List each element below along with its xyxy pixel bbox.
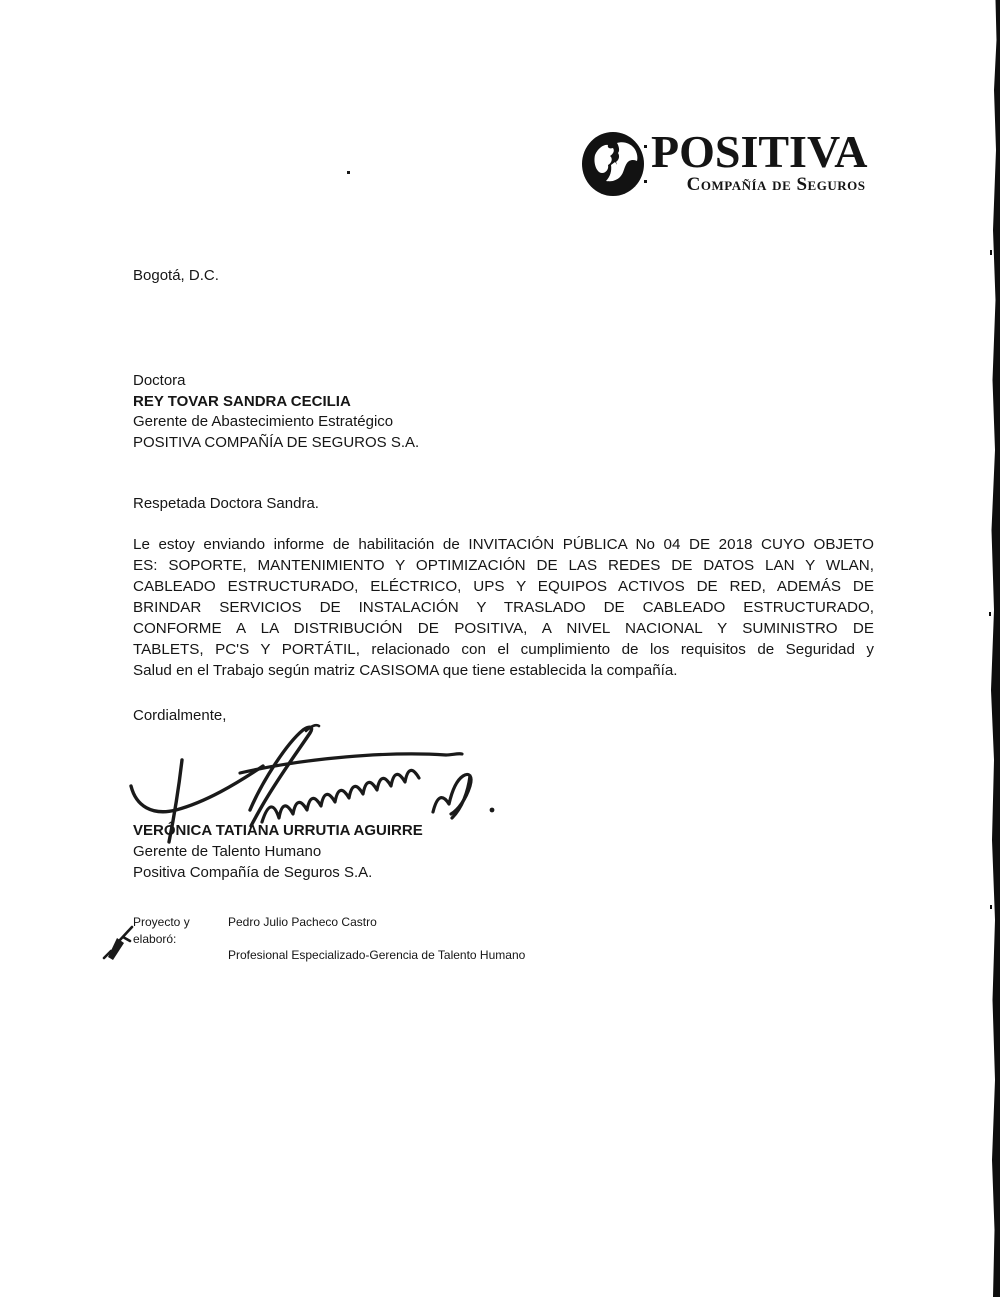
signer-block bbox=[133, 821, 423, 884]
pen-doodle bbox=[104, 927, 132, 960]
prepared-by-role: Profesional Especializado-Gerencia de Talento Humano bbox=[228, 948, 526, 962]
city-date-line: Bogotá, D.C. bbox=[133, 267, 219, 284]
scan-edge-strip bbox=[991, 0, 1000, 1297]
prepared-by-name: Pedro Julio Pacheco Castro bbox=[228, 915, 377, 929]
body-line: BRINDAR SERVICIOS DE INSTALACIÓN Y TRASLADO DE CABLEADO ESTRUCTURADO, bbox=[133, 599, 874, 616]
brand-tagline: Compañía de Seguros bbox=[686, 174, 866, 195]
body-line: ES: SOPORTE, MANTENIMIENTO Y OPTIMIZACIÓN DE LAS REDES DE DATOS LAN Y WLAN, bbox=[133, 557, 874, 574]
letterhead-wordmark bbox=[651, 126, 868, 195]
recipient-title: Gerente de Abastecimiento Estratégico bbox=[133, 413, 394, 430]
body-line: CABLEADO ESTRUCTURADO, ELÉCTRICO, UPS Y EQUIPOS ACTIVOS DE RED, ADEMÁS DE bbox=[133, 578, 874, 595]
company-letterhead bbox=[581, 126, 868, 199]
positiva-globe-icon bbox=[581, 131, 647, 199]
recipient-salutation: Doctora bbox=[133, 372, 186, 389]
recipient-company: POSITIVA COMPAÑÍA DE SEGUROS S.A. bbox=[133, 433, 420, 451]
closing-line: Cordialmente, bbox=[133, 707, 227, 724]
greeting-line: Respetada Doctora Sandra. bbox=[133, 495, 319, 512]
brand-name: POSITIVA bbox=[651, 126, 868, 177]
body-paragraph bbox=[133, 534, 874, 681]
signer-company: Positiva Compañía de Seguros S.A. bbox=[133, 864, 373, 881]
body-line: Salud en el Trabajo según matriz CASISOMA que tiene establecida la compañía. bbox=[133, 662, 678, 679]
body-line: Le estoy enviando informe de habilitación de INVITACIÓN PÚBLICA No 04 DE 2018 CUYO OBJETO bbox=[133, 536, 874, 553]
prepared-by-block bbox=[133, 914, 525, 964]
body-line: TABLETS, PC'S Y PORTÁTIL, relacionado con el cumplimiento de los requisitos de Seguridad y bbox=[133, 641, 874, 658]
prepared-by-label: Proyecto y elaboró: bbox=[133, 915, 190, 946]
recipient-block bbox=[133, 371, 419, 453]
signer-title: Gerente de Talento Humano bbox=[133, 843, 322, 860]
scan-speck bbox=[347, 171, 350, 174]
recipient-name: REY TOVAR SANDRA CECILIA bbox=[133, 392, 351, 410]
signer-name: VERÓNICA TATIANA URRUTIA AGUIRRE bbox=[133, 822, 423, 839]
body-line: CONFORME A LA DISTRIBUCIÓN DE POSITIVA, A NIVEL NACIONAL Y SUMINISTRO DE bbox=[133, 620, 874, 637]
